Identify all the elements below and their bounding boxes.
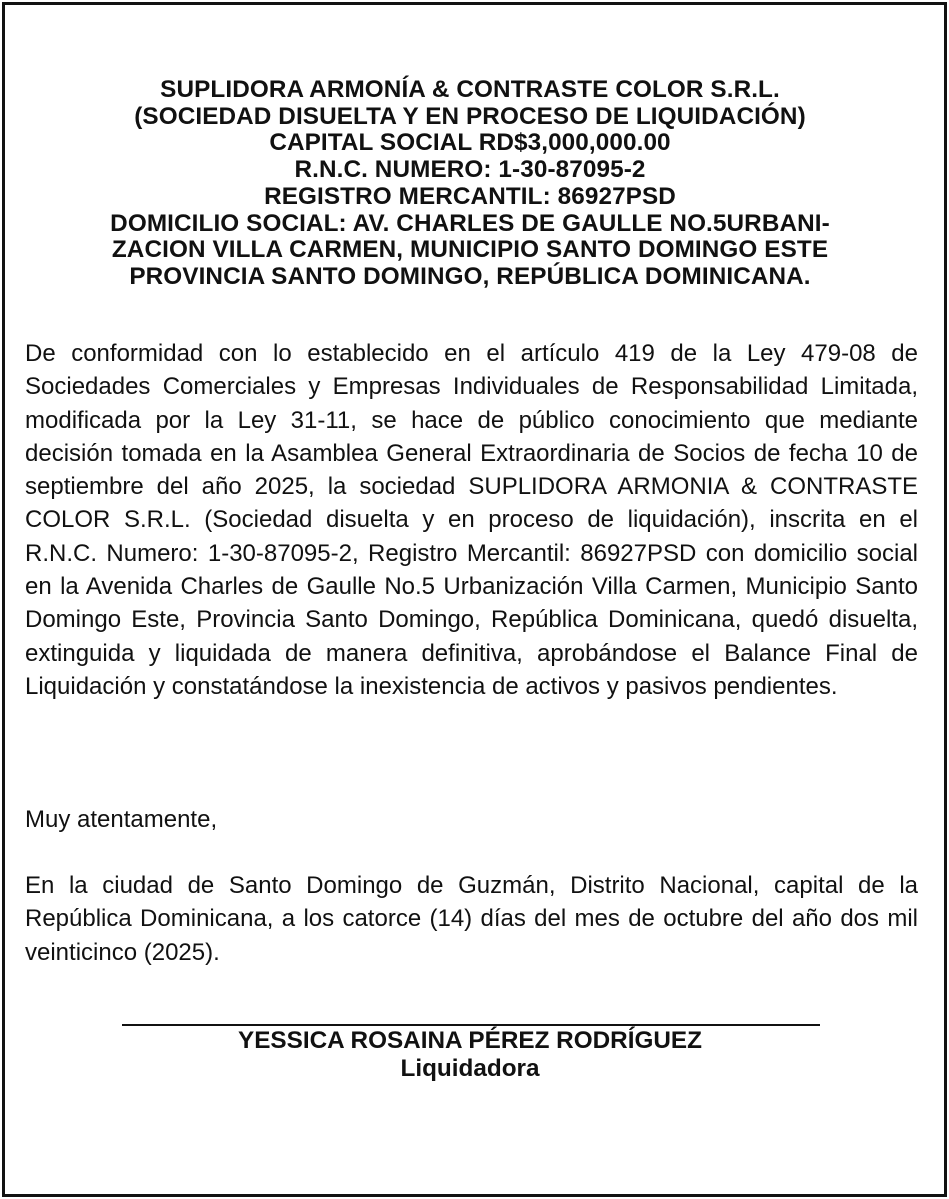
notice-header (22, 77, 918, 291)
capital-social: CAPITAL SOCIAL RD$3,000,000.00 (269, 129, 671, 157)
domicilio-line-3: PROVINCIA SANTO DOMINGO, REPÚBLICA DOMINICANA. (129, 262, 811, 290)
rnc-number: R.N.C. NUMERO: 1-30-87095-2 (294, 156, 646, 184)
dissolution-paragraph: De conformidad con lo establecido en el artículo 419 de la Ley 479-08 de Sociedades Comerciales y Empresas Individuales de Responsabilidad Limitada, modificada por la Ley 31-11, se hace de público conocimiento que mediante decisión tomada en la Asamblea General Extraordinaria de Socios de fecha 10 de septiembre del año 2025, la sociedad SUPLIDORA ARMONIA & CONTRASTE COLOR S.R.L. (Sociedad disuelta y en proceso de liquidación), inscrita en el R.N.C. Numero: 1-30-87095-2, Registro Mercantil: 86927PSD con domicilio social en la Avenida Charles de Gaulle No.5 Urbanización Villa Carmen, Municipio Santo Domingo Este, Provincia Santo Domingo, República Dominicana, quedó disuelta, extinguida y liquidada de manera definitiva, aprobándose el Balance Final de Liquidación y constatándose la inexistencia de activos y pasivos pendientes. (25, 340, 918, 700)
signatory-role: Liquidadora (400, 1055, 540, 1082)
closing-salutation: Muy atentamente, (25, 806, 218, 833)
company-status: (SOCIEDAD DISUELTA Y EN PROCESO DE LIQUIDACIÓN) (134, 102, 806, 130)
registro-mercantil: REGISTRO MERCANTIL: 86927PSD (264, 182, 676, 210)
signatory-name: YESSICA ROSAINA PÉREZ RODRÍGUEZ (238, 1027, 702, 1054)
place-date-paragraph: En la ciudad de Santo Domingo de Guzmán, Distrito Nacional, capital de la República Dominicana, a los catorce (14) días del mes de octubre del año dos mil veinticinco (2025). (25, 872, 918, 966)
signature-line (122, 1024, 820, 1026)
company-name: SUPLIDORA ARMONÍA & CONTRASTE COLOR S.R.L. (160, 76, 780, 103)
domicilio-line-2: ZACION VILLA CARMEN, MUNICIPIO SANTO DOMINGO ESTE (111, 236, 829, 264)
domicilio-line-1: DOMICILIO SOCIAL: AV. CHARLES DE GAULLE NO.5URBANI- (110, 209, 830, 237)
